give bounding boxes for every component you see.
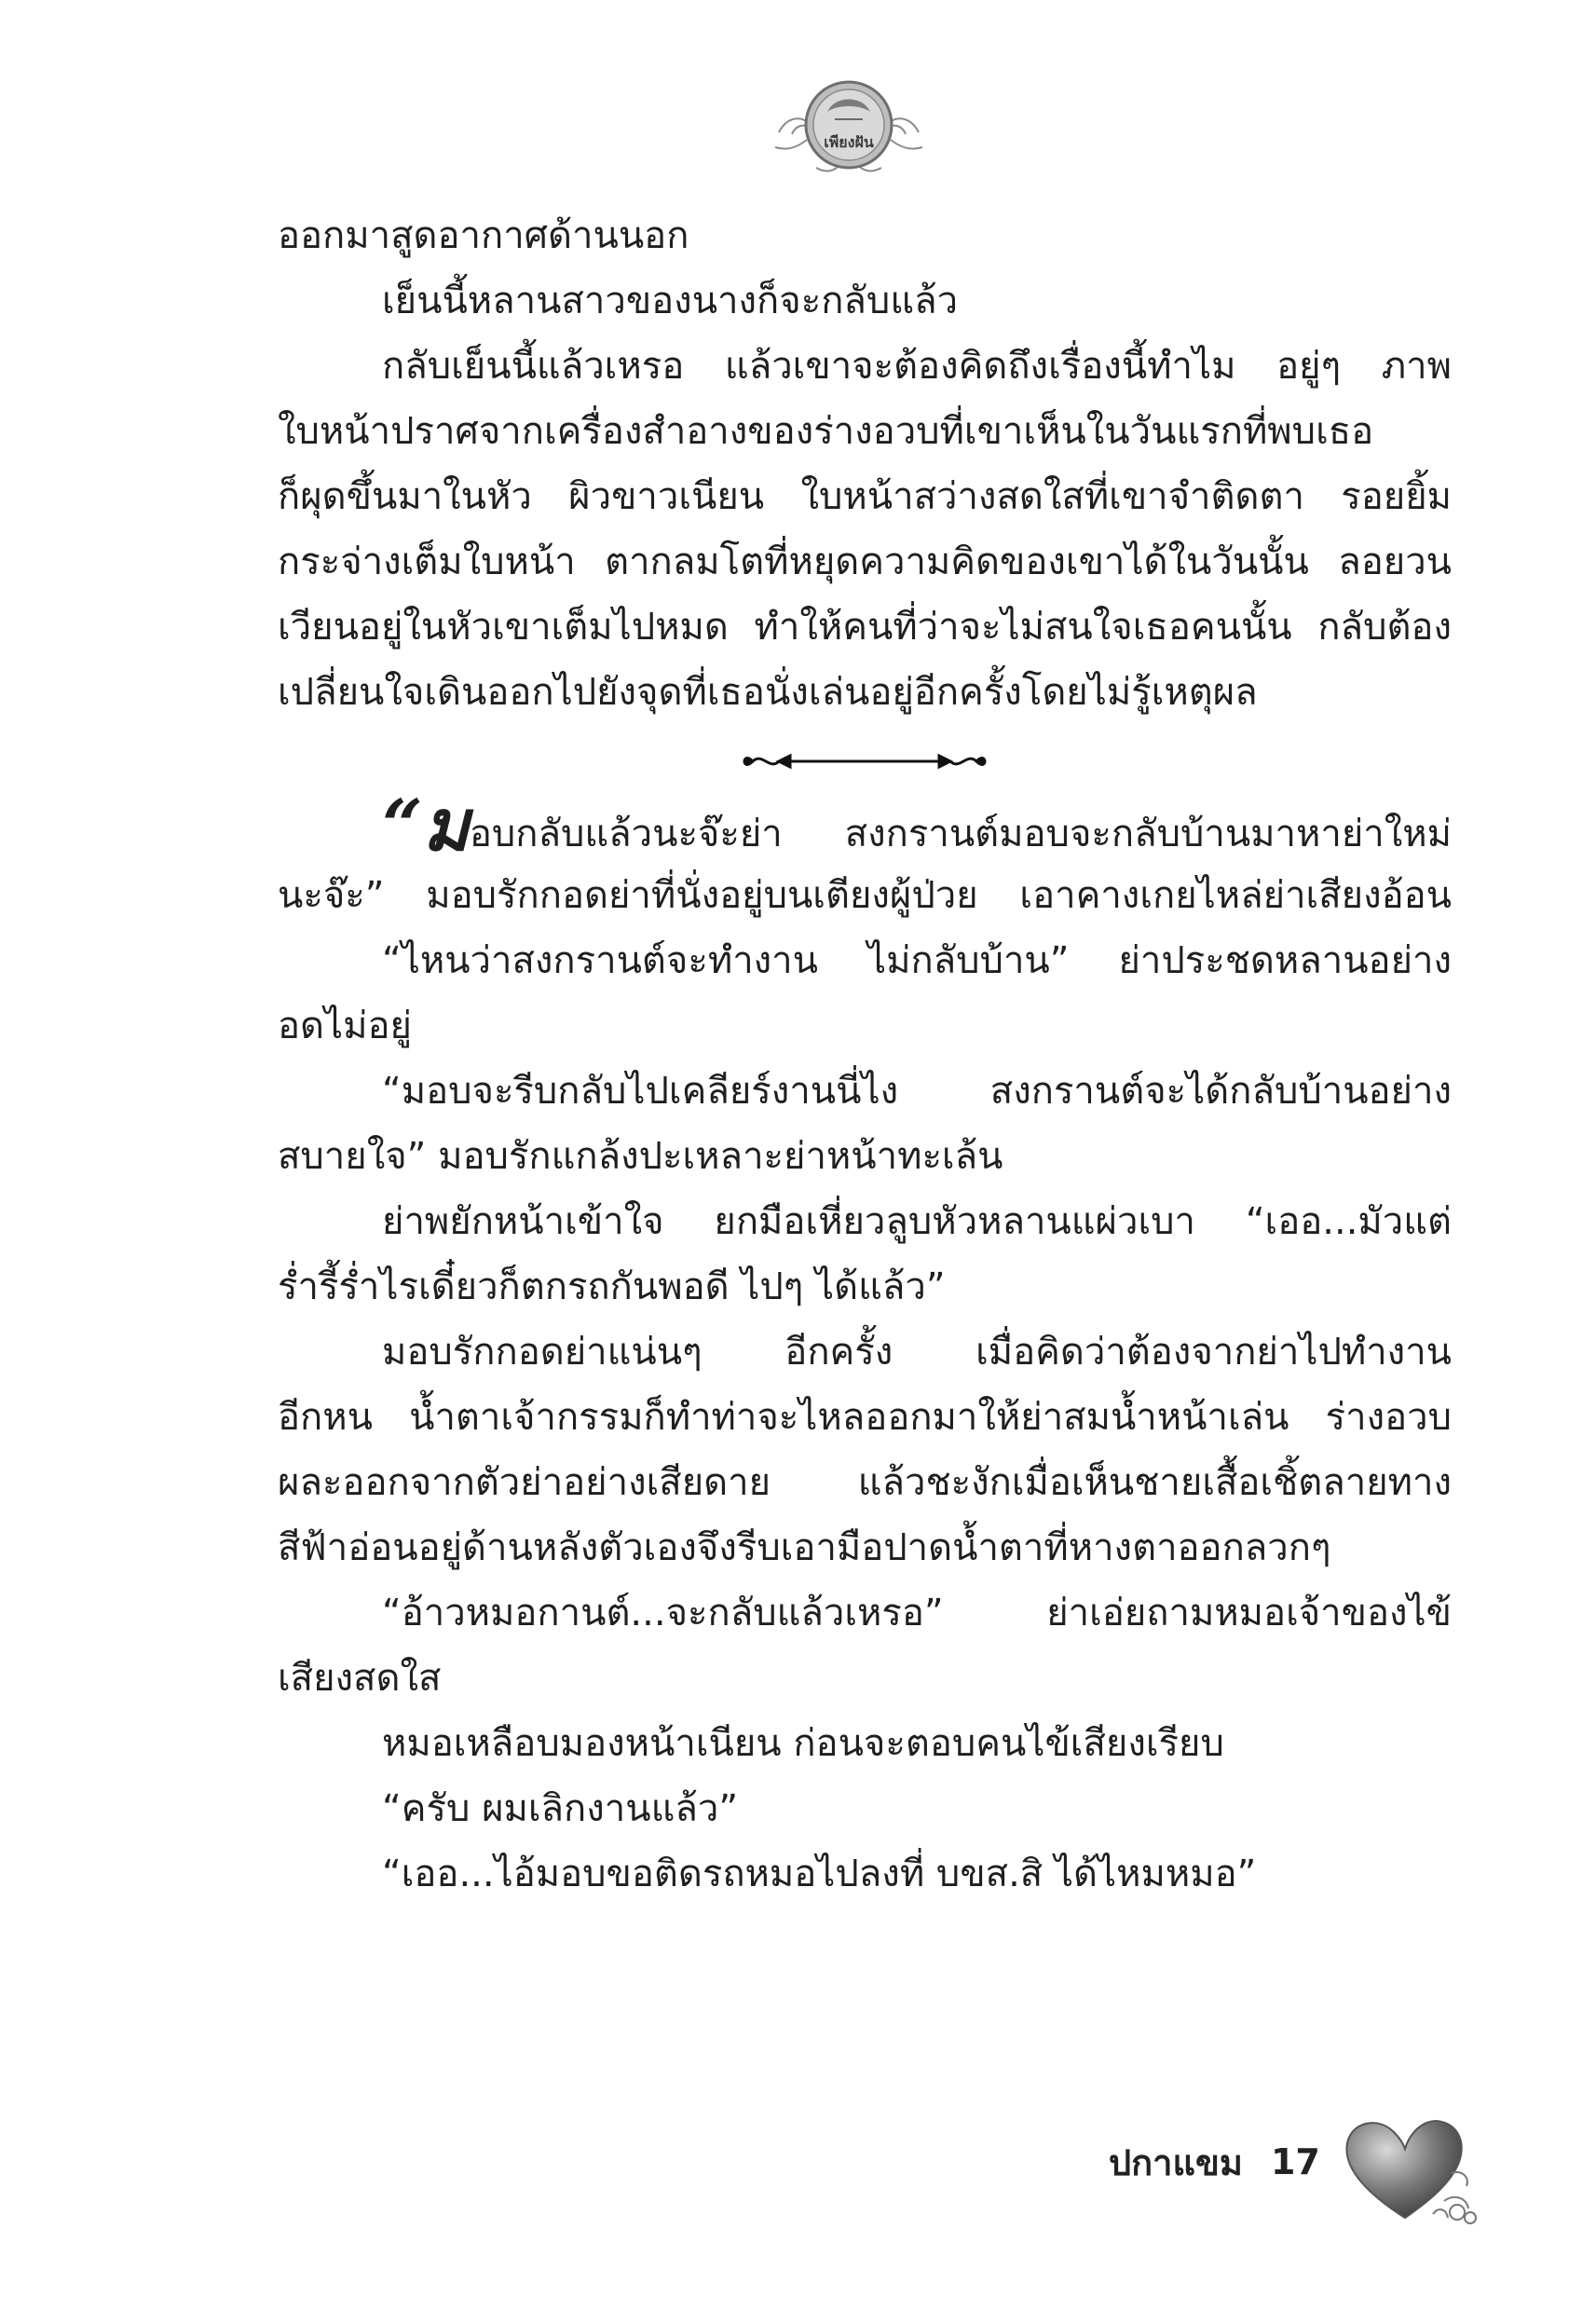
- header-emblem-icon: [770, 58, 928, 188]
- section-first-line: [278, 798, 1452, 863]
- text-line: หมอเหลือบมองหน้าเนียน ก่อนจะตอบคนไข้เสียงเรียบ: [382, 1722, 1224, 1765]
- text-line: “อ้าวหมอกานต์...จะกลับแล้วเหรอ” ย่าเอ่ยถามหมอเจ้าของไข้: [382, 1592, 1452, 1634]
- text-line: สีฟ้าอ่อนอยู่ด้านหลังตัวเองจึงรีบเอามือปาดน้ำตาที่หางตาออกลวกๆ: [278, 1526, 1331, 1569]
- text-line: เวียนอยู่ในหัวเขาเต็มไปหมด ทำให้คนที่ว่าจะไม่สนใจเธอคนนั้น กลับต้อง: [278, 606, 1452, 649]
- body-text: [278, 203, 1452, 1907]
- text-line: ก็ผุดขึ้นมาในหัว ผิวขาวเนียน ใบหน้าสว่างสดใสที่เขาจำติดตา รอยยิ้ม: [278, 475, 1452, 518]
- text-line: ร่ำรี้ร่ำไรเดี๋ยวก็ตกรถกันพอดี ไปๆ ได้แล้ว”: [278, 1265, 946, 1308]
- text-line: “เออ...ไอ้มอบขอติดรถหมอไปลงที่ บขส.สิ ได้ไหมหมอ”: [382, 1853, 1257, 1895]
- book-title: ปกาแขม: [1109, 2141, 1243, 2183]
- text-line: ผละออกจากตัวย่าอย่างเสียดาย แล้วชะงักเมื่อเห็นชายเสื้อเชิ้ตลายทาง: [278, 1461, 1452, 1504]
- page-number: 17: [1270, 2141, 1320, 2182]
- text-line: ใบหน้าปราศจากเครื่องสำอางของร่างอวบที่เขาเห็นในวันแรกที่พบเธอ: [278, 410, 1374, 453]
- text-line: อดไม่อยู่: [278, 1005, 412, 1047]
- text-line: “มอบจะรีบกลับไปเคลียร์งานนี่ไง สงกรานต์จะได้กลับบ้านอย่าง: [382, 1070, 1452, 1113]
- paragraphs-after-break: [278, 863, 1452, 1907]
- first-line-text: อบกลับแล้วนะจ๊ะย่า สงกรานต์มอบจะกลับบ้านมาหาย่าใหม่: [469, 813, 1452, 855]
- text-line: ออกมาสูดอากาศด้านนอก: [278, 214, 689, 257]
- text-line: กระจ่างเต็มใบหน้า ตากลมโตที่หยุดความคิดของเขาได้ในวันนั้น ลอยวน: [278, 540, 1452, 583]
- text-line: กลับเย็นนี้แล้วเหรอ แล้วเขาจะต้องคิดถึงเรื่องนี้ทำไม อยู่ๆ ภาพ: [382, 345, 1452, 388]
- text-line: ย่าพยักหน้าเข้าใจ ยกมือเหี่ยวลูบหัวหลานแผ่วเบา “เออ...มัวแต่: [382, 1200, 1452, 1243]
- text-line: มอบรักกอดย่าแน่นๆ อีกครั้ง เมื่อคิดว่าต้องจากย่าไปทำงาน: [382, 1331, 1452, 1374]
- section-divider: [278, 725, 1452, 798]
- text-line: อีกหน น้ำตาเจ้ากรรมก็ทำท่าจะไหลออกมาให้ย่าสมน้ำหน้าเล่น ร่างอวบ: [278, 1396, 1452, 1439]
- ornament-divider-icon: [734, 743, 995, 780]
- text-line: สบายใจ” มอบรักแกล้งปะเหลาะย่าหน้าทะเล้น: [278, 1135, 1003, 1178]
- paragraphs-before-break: [278, 203, 1452, 725]
- heart-ornament-icon: [1340, 2108, 1480, 2229]
- text-line: “ครับ ผมเลิกงานแล้ว”: [382, 1787, 739, 1830]
- text-line: นะจ๊ะ” มอบรักกอดย่าที่นั่งอยู่บนเตียงผู้ป่วย เอาคางเกยไหล่ย่าเสียงอ้อน: [278, 874, 1452, 917]
- text-line: เย็นนี้หลานสาวของนางก็จะกลับแล้ว: [382, 280, 959, 322]
- svg-text:เพียงฝัน: เพียงฝัน: [824, 133, 874, 151]
- text-line: เสียงสดใส: [278, 1657, 442, 1700]
- drop-cap: “ม: [382, 798, 470, 863]
- text-line: “ไหนว่าสงกรานต์จะทำงาน ไม่กลับบ้าน” ย่าประชดหลานอย่าง: [382, 939, 1452, 982]
- page-footer: [1109, 2134, 1320, 2190]
- text-line: เปลี่ยนใจเดินออกไปยังจุดที่เธอนั่งเล่นอยู่อีกครั้งโดยไม่รู้เหตุผล: [278, 671, 1258, 714]
